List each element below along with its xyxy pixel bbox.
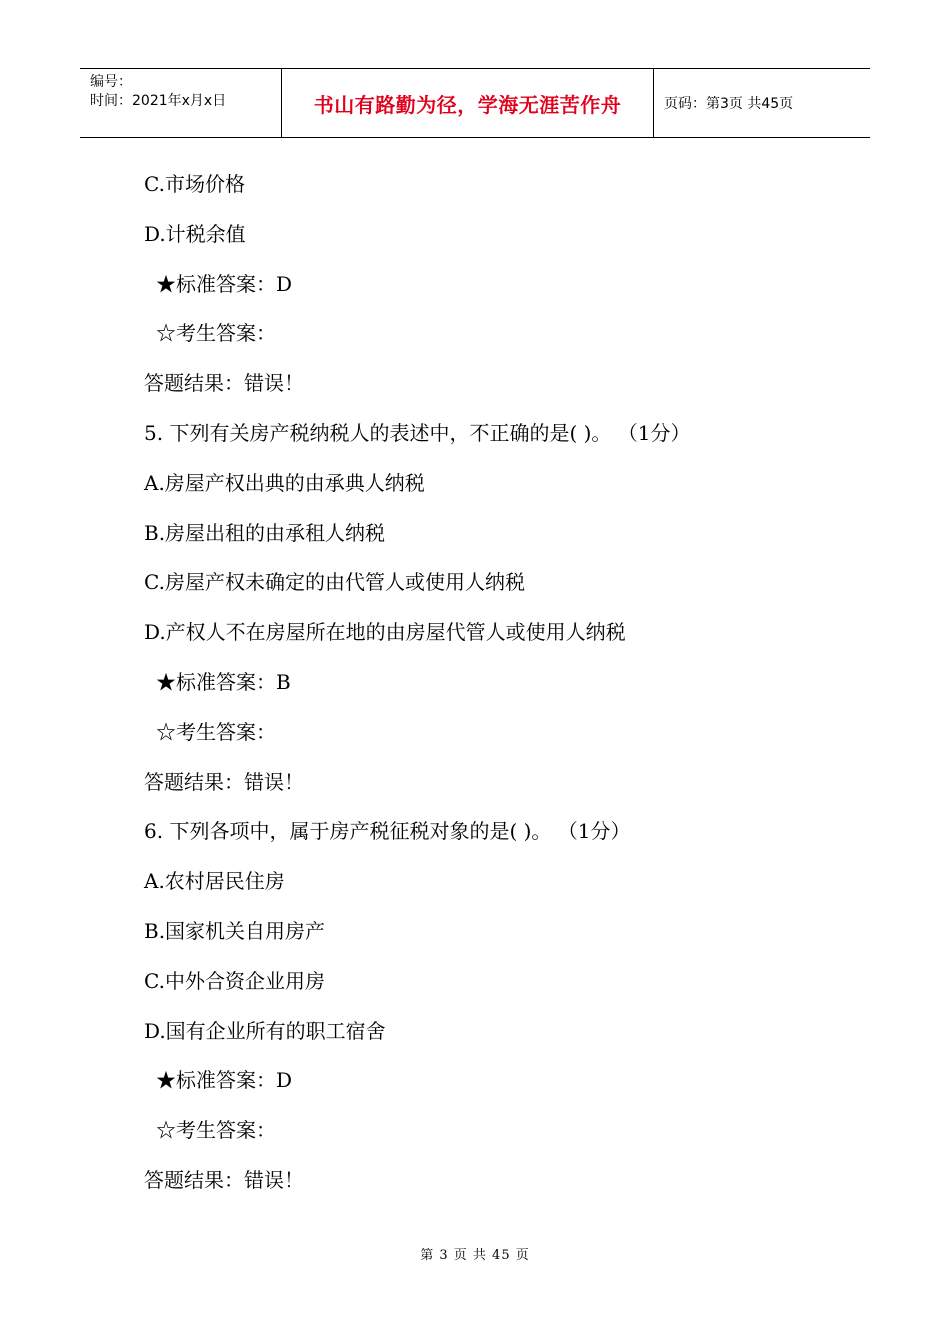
header-page-info: 页码：第3页 共45页 bbox=[664, 96, 794, 112]
page-footer: 第 3 页 共 45 页 bbox=[420, 1248, 530, 1263]
option-c: C.中外合资企业用房 bbox=[144, 968, 325, 993]
question-6: 6. 下列各项中，属于房产税征税对象的是( )。 （1分） bbox=[144, 819, 631, 844]
student-answer: ☆考生答案： bbox=[156, 1118, 276, 1143]
time-label: 时间：2021年x月x日 bbox=[90, 93, 227, 109]
option-d: D.国有企业所有的职工宿舍 bbox=[144, 1018, 386, 1043]
answer-result: 答题结果：错误！ bbox=[144, 1167, 304, 1192]
answer-result: 答题结果：错误！ bbox=[144, 769, 304, 794]
option-c: C.房屋产权未确定的由代管人或使用人纳税 bbox=[144, 570, 525, 595]
option-b: B.房屋出租的由承租人纳税 bbox=[144, 520, 386, 545]
option-d: D.计税余值 bbox=[144, 221, 246, 246]
option-a: A.房屋产权出典的由承典人纳税 bbox=[144, 470, 425, 495]
option-d: D.产权人不在房屋所在地的由房屋代管人或使用人纳税 bbox=[144, 620, 626, 645]
standard-answer: ★标准答案：D bbox=[156, 271, 293, 296]
standard-answer: ★标准答案：D bbox=[156, 1068, 293, 1093]
option-b: B.国家机关自用房产 bbox=[144, 918, 326, 943]
document-body bbox=[144, 166, 864, 1212]
number-label: 编号： bbox=[90, 74, 132, 90]
student-answer: ☆考生答案： bbox=[156, 321, 276, 346]
question-5: 5. 下列有关房产税纳税人的表述中，不正确的是( )。 （1分） bbox=[144, 420, 691, 445]
option-a: A.农村居民住房 bbox=[144, 869, 285, 894]
page-header bbox=[80, 68, 870, 138]
header-meta bbox=[80, 69, 282, 137]
student-answer: ☆考生答案： bbox=[156, 719, 276, 744]
standard-answer: ★标准答案：B bbox=[156, 669, 291, 694]
header-motto: 书山有路勤为径，学海无涯苦作舟 bbox=[282, 69, 654, 137]
answer-result: 答题结果：错误！ bbox=[144, 371, 304, 396]
option-c: C.市场价格 bbox=[144, 172, 245, 196]
